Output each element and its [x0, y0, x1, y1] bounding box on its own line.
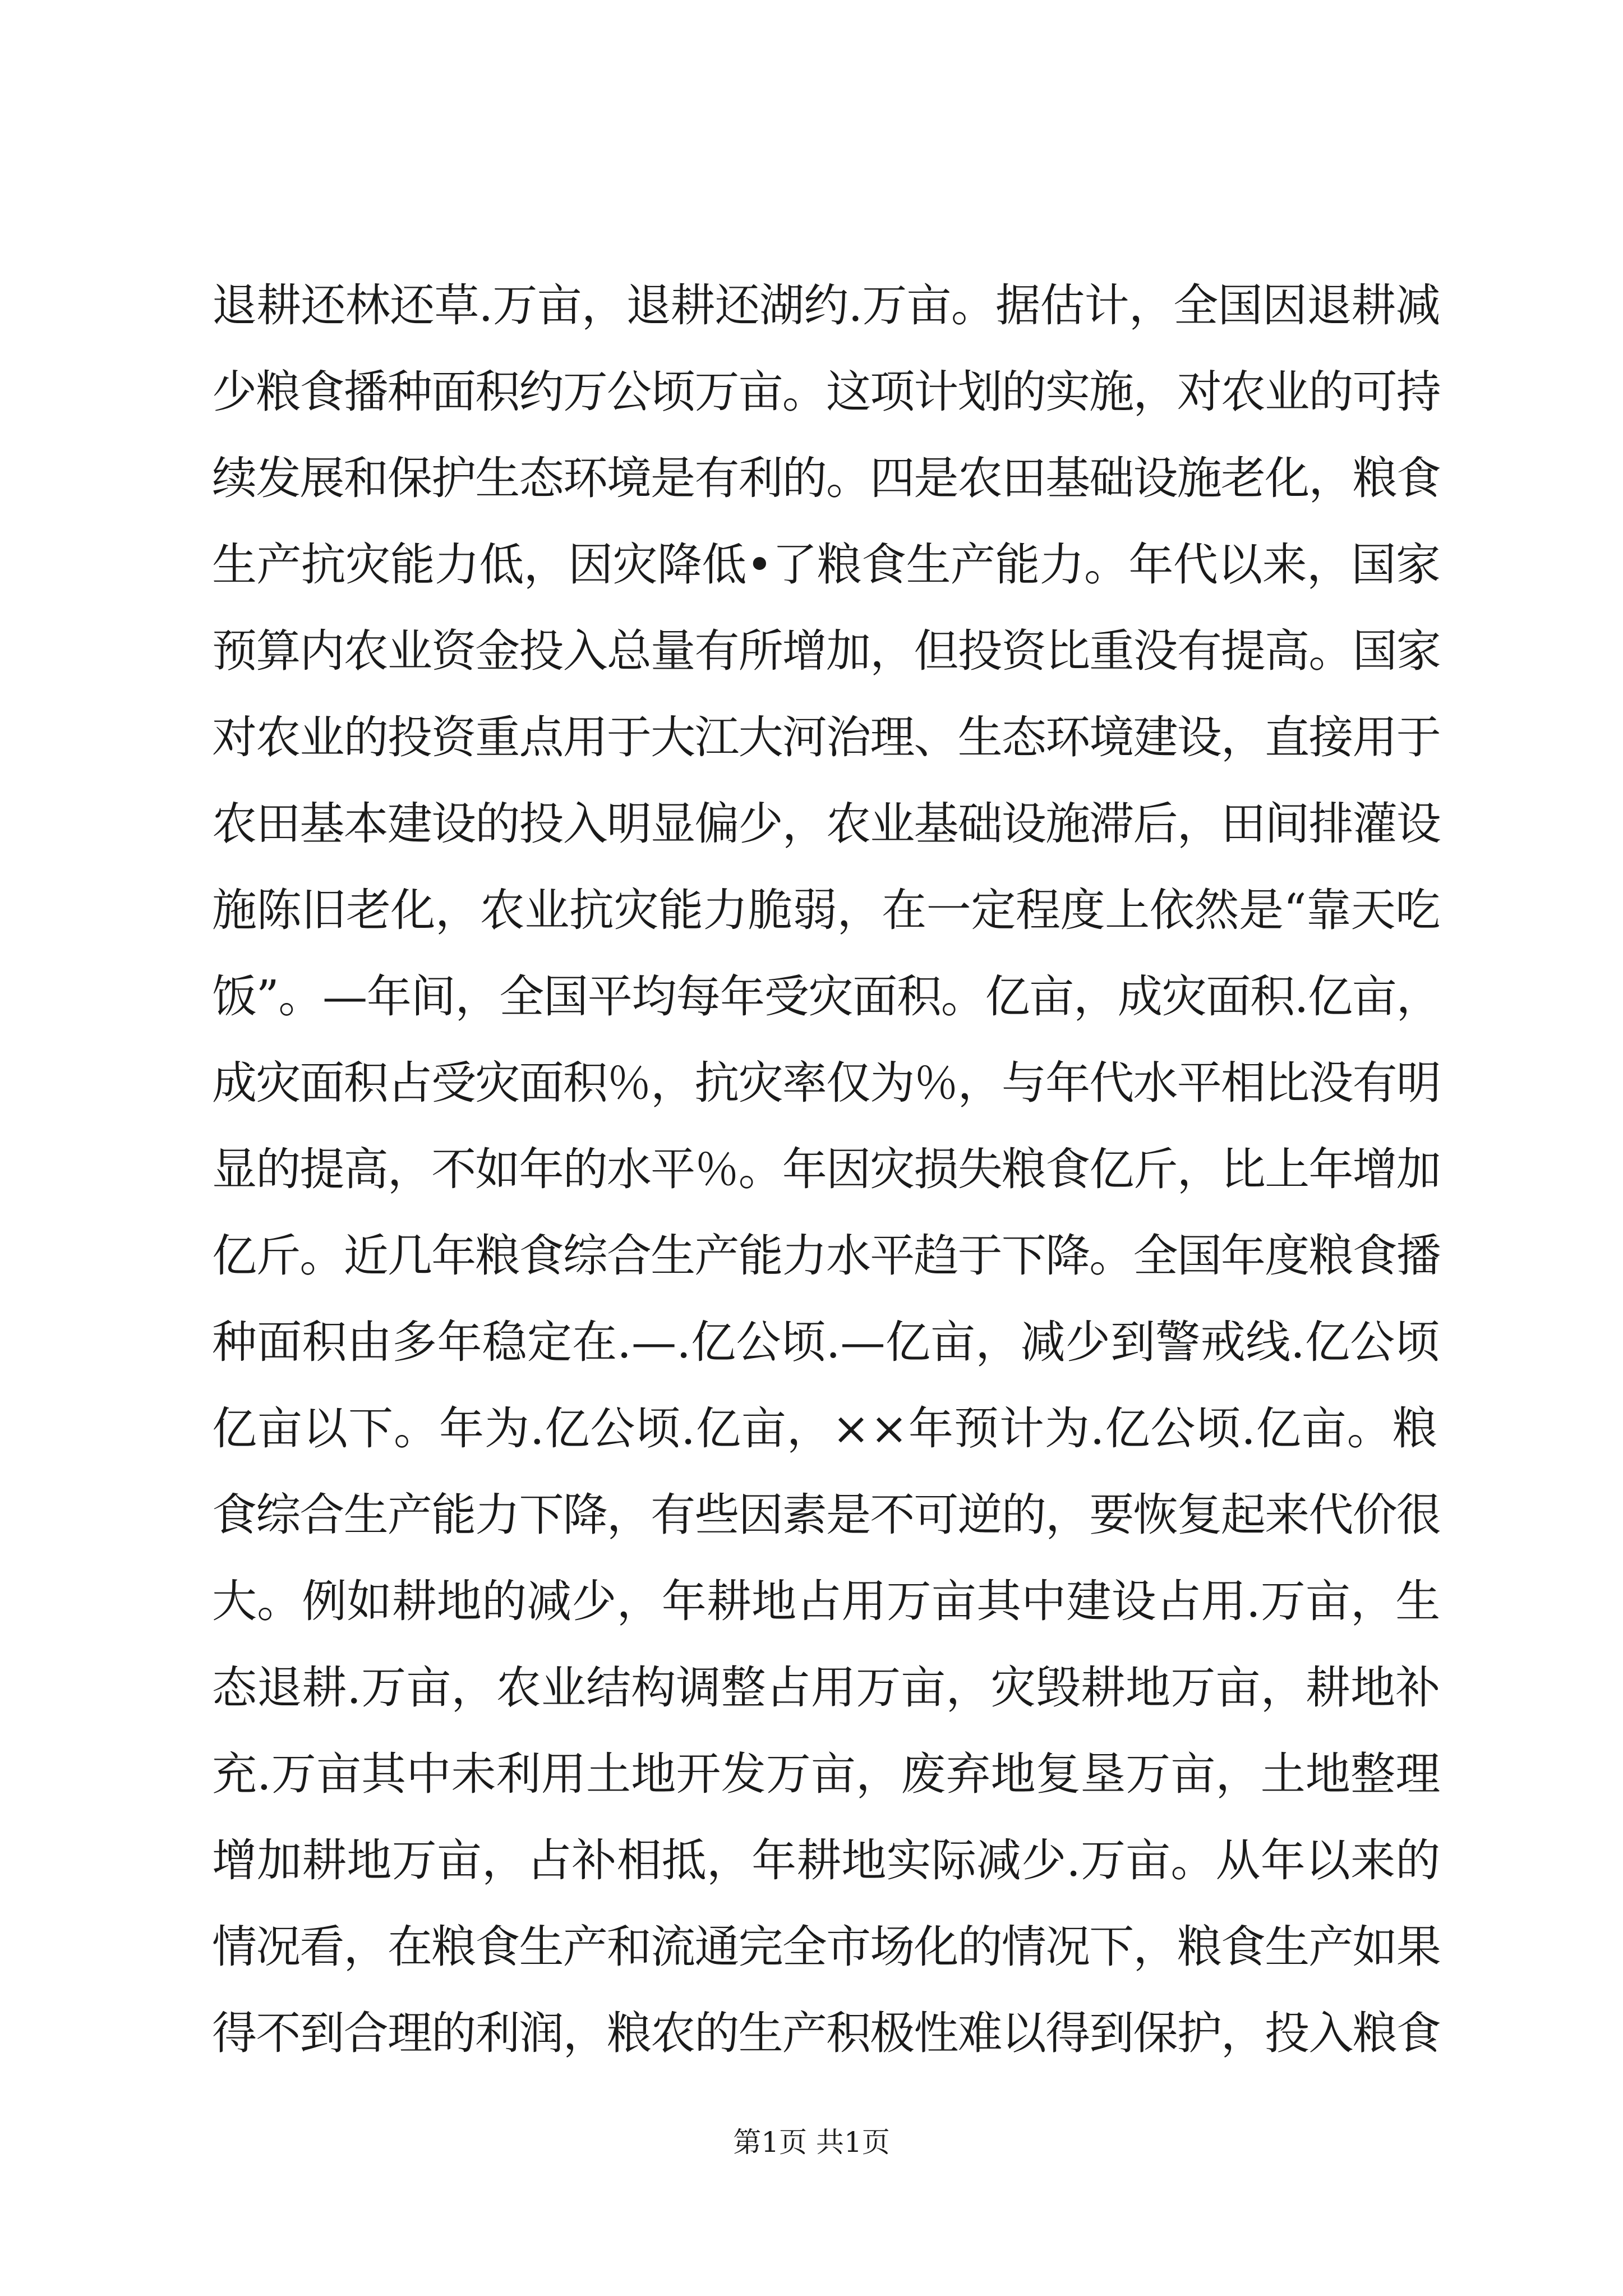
text-line: 续发展和保护生态环境是有利的。四是农田基础设施老化，粮食 [212, 452, 1440, 504]
text-line: 少粮食播种面积约万公顷万亩。这项计划的实施，对农业的可持 [212, 366, 1440, 418]
text-line: 态退耕.万亩，农业结构调整占用万亩，灾毁耕地万亩，耕地补 [212, 1662, 1441, 1714]
text-line: 饭”。—年间，全国平均每年受灾面积。亿亩，成灾面积.亿亩， [212, 970, 1441, 1023]
text-line: 充.万亩其中未利用土地开发万亩，废弃地复垦万亩，土地整理 [212, 1748, 1441, 1800]
text-line: 农田基本建设的投入明显偏少，农业基础设施滞后，田间排灌设 [212, 798, 1440, 850]
text-line: 显的提高，不如年的水平％。年因灾损失粮食亿斤，比上年增加 [212, 1143, 1440, 1195]
body-text [212, 263, 1440, 2077]
text-line: 亿亩以下。年为.亿公顷.亿亩，××年预计为.亿公顷.亿亩。粮 [212, 1402, 1438, 1455]
text-line: 食综合生产能力下降，有些因素是不可逆的，要恢复起来代价很 [212, 1489, 1440, 1541]
text-line: 亿斤。近几年粮食综合生产能力水平趋于下降。全国年度粮食播 [212, 1230, 1440, 1282]
text-line: 情况看，在粮食生产和流通完全市场化的情况下，粮食生产如果 [212, 1921, 1440, 1973]
text-line: 预算内农业资金投入总量有所增加，但投资比重没有提高。国家 [212, 625, 1440, 677]
text-line: 得不到合理的利润，粮农的生产积极性难以得到保护，投入粮食 [212, 2007, 1440, 2059]
text-line: 施陈旧老化，农业抗灾能力脆弱，在一定程度上依然是“靠天吃 [212, 884, 1440, 936]
text-line: 生产抗灾能力低，因灾降低•了粮食生产能力。年代以来，国家 [212, 539, 1441, 591]
text-line: 大。例如耕地的减少，年耕地占用万亩其中建设占用.万亩，生 [212, 1575, 1441, 1627]
page-footer: 第1页 共1页 [733, 2126, 890, 2159]
text-line: 成灾面积占受灾面积％，抗灾率仅为％，与年代水平相比没有明 [212, 1057, 1440, 1109]
text-line: 对农业的投资重点用于大江大河治理、生态环境建设，直接用于 [212, 711, 1440, 763]
text-line: 种面积由多年稳定在.—.亿公顷.—亿亩，减少到警戒线.亿公顷 [212, 1316, 1440, 1368]
text-line: 退耕还林还草.万亩，退耕还湖约.万亩。据估计，全国因退耕减 [212, 279, 1440, 332]
text-line: 增加耕地万亩，占补相抵，年耕地实际减少.万亩。从年以来的 [212, 1834, 1441, 1887]
